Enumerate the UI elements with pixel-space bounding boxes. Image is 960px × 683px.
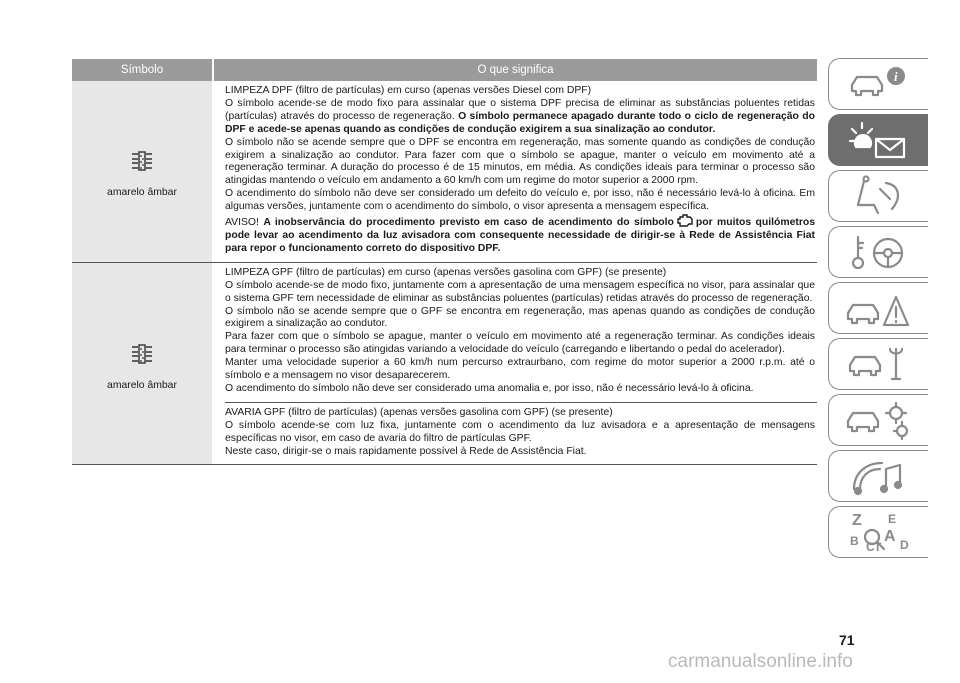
paragraph <box>225 306 815 332</box>
header-symbol: Símbolo <box>120 64 164 76</box>
paragraph <box>225 267 815 280</box>
table-body <box>72 81 817 465</box>
symbol-table <box>72 59 817 465</box>
page-number: 71 <box>839 632 855 648</box>
paragraph <box>225 98 815 137</box>
svg-text:C: C <box>865 540 875 553</box>
car-gears-icon <box>844 399 914 441</box>
dpf-filter-icon <box>129 150 155 172</box>
alphabet-index-icon <box>844 511 914 553</box>
chapter-tab-8[interactable] <box>828 450 928 502</box>
text: O acendimento do símbolo não deve ser considerado uma anomalia e, por isso, não é necessário levá-lo à oficina. <box>225 382 754 394</box>
text: LIMPEZA DPF (filtro de partículas) em curso (apenas versões Diesel com DPF) <box>225 85 592 96</box>
paragraph <box>225 357 815 383</box>
symbol-icon-wrap <box>129 150 155 177</box>
car-wrench-icon <box>844 343 914 385</box>
paragraph <box>225 280 815 306</box>
header-meaning: O que significa <box>212 59 817 81</box>
table-header <box>72 59 817 81</box>
chapter-tab-9[interactable] <box>828 506 928 558</box>
text: O símbolo não se acende sempre que o DPF se encontra em regeneração, mas somente quando as condições de condução exigirem a sinalização ao condutor. Para fazer com que o símbolo se apague, manter o veículo em movimento até a regeneração terminar. A duração do processo é de 15 minutos, em média. As condições ideais para terminar o processo são atingidas mantendo o veículo em andamento a 60 km/h com um regime do motor superior a 2000 rpm. <box>225 136 815 187</box>
row-divider <box>72 464 817 465</box>
symbol-icon-wrap <box>129 343 155 370</box>
symbol-color-label: amarelo âmbar <box>107 379 177 391</box>
meaning-segment <box>213 263 817 402</box>
chapter-tab-7[interactable] <box>828 394 928 446</box>
symbol-cell <box>72 81 212 262</box>
paragraph <box>225 137 815 189</box>
text: Para fazer com que o símbolo se apague, manter o veículo em movimento até a regeneração terminar. As condições ideais para terminar o processo são atingidas variando a velocidade do veículo (carregando e libertando o pedal do acelerador). <box>225 331 815 356</box>
svg-text:T: T <box>873 540 881 553</box>
paragraph <box>225 214 815 256</box>
chapter-tab-1[interactable] <box>828 58 928 110</box>
paragraph <box>225 188 815 214</box>
warning-light-message-icon <box>844 119 914 161</box>
paragraph <box>225 85 815 98</box>
text: AVISO! <box>225 217 264 229</box>
text: O símbolo acende-se de modo fixo, juntamente com a apresentação de uma mensagem específica no visor, para assinalar que o sistema GPF tem necessidade de eliminar as substâncias poluentes (partículas) retidas através do processo de regeneração. <box>225 279 815 304</box>
table-row <box>72 263 817 465</box>
symbol-color-label: amarelo âmbar <box>107 187 177 199</box>
paragraph <box>225 420 815 446</box>
dpf-filter-icon <box>129 343 155 365</box>
seat-airbag-icon <box>844 175 914 217</box>
bold-text: por muitos quilómetros pode levar ao acendimento da luz avisadora com consequente necessidade de dirigir-se à Rede de Assistência Fiat para repor o funcionamento correto do dispositivo DPF. <box>225 217 815 254</box>
key-steering-wheel-icon <box>844 231 914 273</box>
symbol-cell <box>72 263 212 465</box>
chapter-tabs <box>828 58 928 562</box>
car-info-icon <box>844 63 914 105</box>
chapter-tab-6[interactable] <box>828 338 928 390</box>
meaning-segment <box>213 81 817 262</box>
svg-text:B: B <box>849 534 859 548</box>
paragraph <box>225 331 815 357</box>
text: O acendimento do símbolo não deve ser considerado um defeito do veículo e, por isso, não é necessário levá-lo à oficina. Em algumas versões, juntamente com o acendimento do símbolo, o visor apresenta a mensagem específica. <box>225 188 815 213</box>
paragraph <box>225 383 815 396</box>
car-accident-warning-icon <box>844 287 914 329</box>
engine-warning-icon <box>676 214 694 227</box>
meaning-cell <box>212 263 817 465</box>
svg-text:i: i <box>893 69 898 84</box>
text: O símbolo acende-se de modo fixo para assinalar que o sistema DPF precisa de eliminar as substâncias poluentes retidas (partículas) através do processo de regeneração. <box>225 97 815 122</box>
text: AVARIA GPF (filtro de partículas) (apenas versões gasolina com GPF) (se presente) <box>225 406 613 418</box>
table-row <box>72 81 817 262</box>
watermark: carmanualsonline.info <box>668 651 853 672</box>
chapter-tab-4[interactable] <box>828 226 928 278</box>
text: Manter uma velocidade superior a 60 km/h num percurso extraurbano, com regime do motor superior a 2000 r.p.m. até o símbolo e a mensagem no visor desaparecerem. <box>225 357 815 382</box>
meaning-segment <box>213 403 817 465</box>
paragraph <box>225 446 815 459</box>
text: O símbolo acende-se com luz fixa, juntamente com o acendimento da luz avisadora e a apresentação de mensagens específicas no visor, em caso de avaria do filtro de partículas GPF. <box>225 419 815 444</box>
multimedia-note-icon <box>844 455 914 497</box>
svg-text:Z: Z <box>851 512 862 529</box>
meaning-cell <box>212 81 817 262</box>
paragraph <box>225 407 815 420</box>
text: LIMPEZA GPF (filtro de partículas) em curso (apenas versões gasolina com GPF) (se presente) <box>225 266 667 278</box>
bold-text: A inobservância do procedimento previsto em caso de acendimento do símbolo <box>263 217 674 229</box>
chapter-tab-3[interactable] <box>828 170 928 222</box>
svg-text:A: A <box>883 528 896 545</box>
bold-text: O símbolo permanece apagado durante todo o ciclo de regeneração do DPF e acede-se apenas quando as condições de condução exigirem a sua sinalização ao condutor. <box>225 110 815 135</box>
svg-text:E: E <box>887 512 896 526</box>
svg-text:D: D <box>899 538 909 552</box>
chapter-tab-5[interactable] <box>828 282 928 334</box>
text: O símbolo não se acende sempre que o GPF se encontra em regeneração, mas apenas quando as condições de condução exigirem a sinalização ao condutor. <box>225 305 815 330</box>
text: Neste caso, dirigir-se o mais rapidamente possível à Rede de Assistência Fiat. <box>225 445 587 457</box>
chapter-tab-2[interactable] <box>828 114 928 166</box>
